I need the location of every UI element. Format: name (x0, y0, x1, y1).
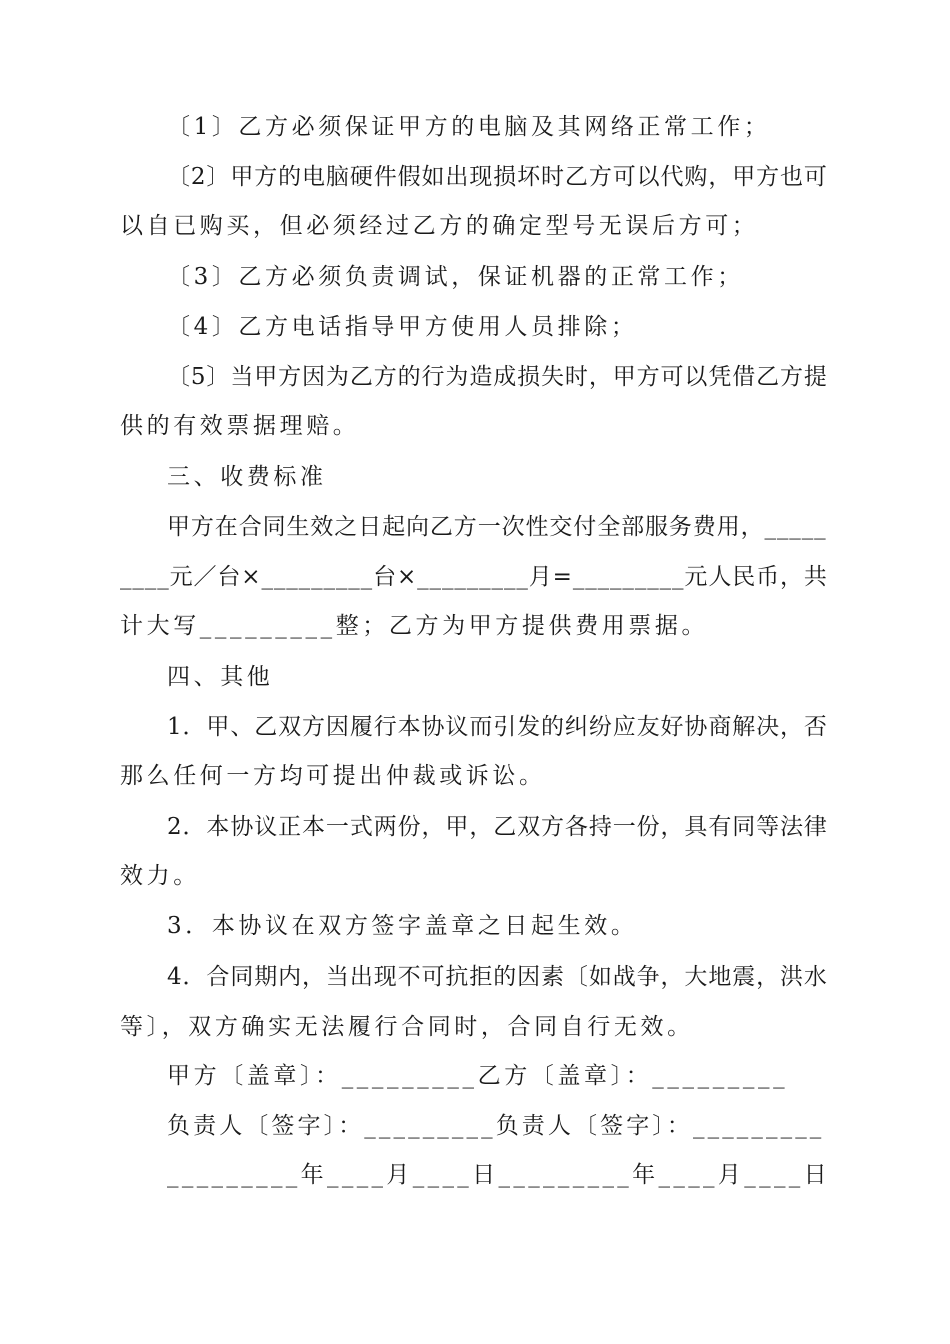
signature-line: 负责人〔签字〕：_________负责人〔签字〕：_________ (167, 1113, 825, 1139)
fees-line-2: ____元／台×_________台×_________月=_________元人民币，共 (120, 564, 828, 590)
other-item-4-line-2: 等〕，双方确实无法履行合同时，合同自行无效。 (120, 1014, 694, 1040)
clause-4: 〔4〕乙方电话指导甲方使用人员排除； (167, 314, 638, 340)
section-heading-fees: 三、收费标准 (167, 464, 327, 490)
other-item-1-line-1: 1．甲、乙双方因履行本协议而引发的纠纷应友好协商解决，否 (167, 714, 828, 740)
clause-2-line-1: 〔2〕甲方的电脑硬件假如出现损坏时乙方可以代购，甲方也可 (167, 164, 828, 190)
clause-3: 〔3〕乙方必须负责调试，保证机器的正常工作； (167, 264, 744, 290)
seal-line: 甲方〔盖章〕：_________乙方〔盖章〕：_________ (167, 1063, 789, 1089)
fees-line-3: 计大写_________整；乙方为甲方提供费用票据。 (120, 613, 709, 639)
clause-5-line-1: 〔5〕当甲方因为乙方的行为造成损失时，甲方可以凭借乙方提 (167, 364, 828, 390)
date-line: _________年____月____日_________年____月____日 (167, 1162, 830, 1188)
clause-2-line-2: 以自已购买，但必须经过乙方的确定型号无误后方可； (120, 213, 759, 239)
other-item-2-line-1: 2．本协议正本一式两份，甲，乙双方各持一份，具有同等法律 (167, 814, 828, 840)
other-item-3: 3．本协议在双方签字盖章之日起生效。 (167, 913, 638, 939)
clause-5-line-2: 供的有效票据理赔。 (120, 413, 360, 439)
clause-1: 〔1〕乙方必须保证甲方的电脑及其网络正常工作； (167, 114, 771, 140)
fees-line-1: 甲方在合同生效之日起向乙方一次性交付全部服务费用，_____ (167, 514, 827, 540)
other-item-2-line-2: 效力。 (120, 863, 200, 889)
section-heading-other: 四、其他 (167, 664, 274, 690)
other-item-1-line-2: 那么任何一方均可提出仲裁或诉讼。 (120, 763, 546, 789)
other-item-4-line-1: 4．合同期内，当出现不可抗拒的因素〔如战争，大地震，洪水 (167, 964, 828, 990)
